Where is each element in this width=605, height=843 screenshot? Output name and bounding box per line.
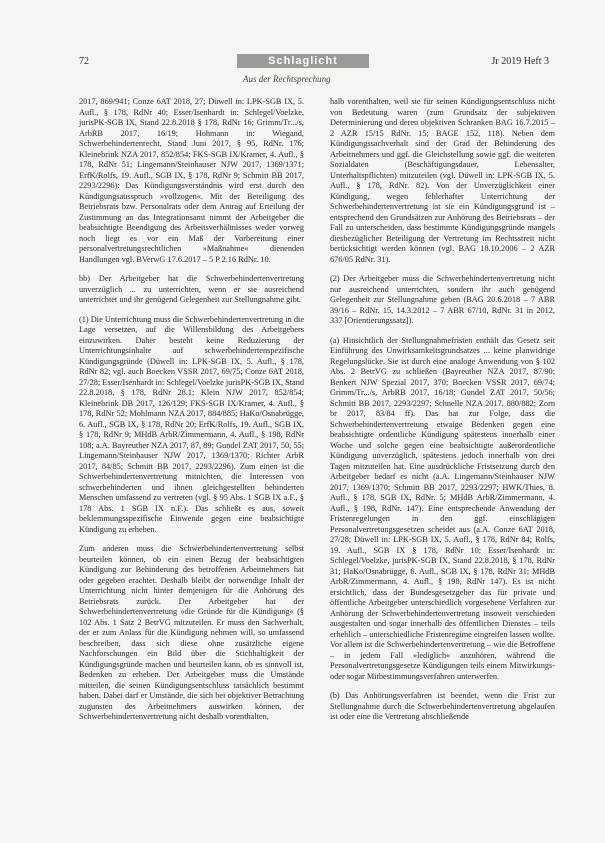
page-number: 72	[79, 56, 89, 67]
section-subtitle: Aus der Rechtsprechung	[243, 74, 331, 84]
right-column	[330, 97, 555, 732]
paragraph: (b) Das Anhörungsverfahren ist beendet, wenn die Frist zur Stellungnahme durch die Schwerbehindertenvertretung abgelaufen ist oder eine die Vertretung abschließende	[330, 691, 555, 721]
page-header	[79, 56, 549, 72]
issue-label: Jr 2019 Heft 3	[491, 56, 549, 67]
paragraph: (2) Der Arbeitgeber muss die Schwerbehindertenvertretung nicht nur ausreichend unterrichten, sondern ihr auch genügend Gelegenheit zur Stellungnahme geben (BAG 20.6.2018 – 7 ABR 39/16 – RdNr. 15, 14.3.2012 – 7 ABR 67/10, RdNr. 31 in 2012, 337 [Orientierungssatz]).	[330, 274, 555, 325]
paragraph: bb) Der Arbeitgeber hat die Schwerbehindertenvertretung unverzüglich ... zu unterrichten, wenn er sie ausreichend unterrichtet und ihr genügend Gelegenheit zur Stellungnahme gibt.	[79, 274, 304, 304]
journal-banner: Schlaglicht	[237, 54, 369, 68]
paragraph: 2017, 869/941; Conze 6AT 2018, 27; Düwell in: LPK-SGB IX, 5. Aufl., § 178, RdNr 40; Esser/Isenhardt in: Schlegel/Voelzke, jurisPK-SGB IX, Stand 22.8.2018 § 178, RdNr 16; Grimm/Tr.../s, ArbRB 2017, 16/19; Hohmann in: Wiegand, Schwerbehindertenrecht, Stand Juni 2017, § 95, RdNr. 176; Kleinebrink NZA 2017, 852/854; FKS-SGB IX/Kramer, 4. Aufl., § 178, RdNr 51; Lingemann/Steinhauser NJW 2017, 1369/1371; ErfK/Rolfs, 19. Aufl., SGB IX, § 178, RdNr 9; Schmitt BB 2017, 2293/2296): Das Kündigungsverständnis wird erst durch den Kündigungsausspruch »vollzogen«. Mit der Beteiligung des Betriebsrats bzw. Personalrats oder dem Antrag auf Erteilung der Zustimmung an das Integrationsamt nimmt der Arbeitgeber die beabsichtigte Beendigung des Arbeitsverhältnisses weder vorweg noch liegt es vor ein Maß der Vorbereitung einer personalvertretungsrechtlichen »Maßnahme« dienenden Handlungen vgl. BVerwG 17.6.2017 – 5 P 2.16 RdNr. 10.	[79, 97, 304, 264]
paragraph: (1) Die Unterrichtung muss die Schwerbehindertenvertretung in die Lage versetzen, auf die Willensbildung des Arbeitgebers einzuwirken. Daher besteht keine Reduzierung der Unterrichtungsinhalte auf schwerbehindertenspezifische Kündigungsgründe (Düwell in: LPK-SGB IX, 5. Aufl., § 178, RdNr 82; vgl. auch Boecken VSSR 2017, 69/75; Conze 6AT 2018, 27/28; Esser/Isenhardt in: Schlegel/Voelzke jurisPK-SGB IX, Stand 22.8.2018, § 178, RdNr 28.1; Klein NJW 2017, 852/854; Kleinebrink DB 2017, 126/129; FKS-SGB IX/Kramer, 4. Aufl., § 178, RdNr 52; Mohlmann NZA 2017, 884/885; HaKo/Osnabrügge, 6. Aufl., SGB IX, § 178, RdNr 20; ErfK/Rolfs, 19. Aufl., SGB IX, § 178, RdNr 9; MHdB ArbR/Zimmermann, 4. Aufl., § 198, RdNr 108; a.A. Bayreuther NZA 2017, 87, 89; Gundel ZAT 2017, 50, 55; Lingemann/Steinhauser NJW 2017, 1369/1370; Richter ArbR 2017, 84/85; Schmitt BB 2017, 2293/2296). Zum einen ist die Schwerbehindertenvertretung mitnichten, die Interessen von schwerbehinderten und ihnen gleichgestellten behinderten Menschen umfassend zu vertreten (vgl. § 95 Abs. 1 SGB IX a.F., § 178 Abs. 1 SGB IX n.F.). Das schließt es aus, soweit beklemmungsspezifische Einwende gegen eine beabsichtigte Kündigung zu erheben.	[79, 314, 304, 534]
paragraph: halb vorenthalten, weil sie für seinen Kündigungsentschluss nicht von Bedeutung waren (zum Grundsatz der subjektiven Determinierung und deren objektiven Schranken BAG 16.7.2015 – 2 AZR 15/15 RdNr. 15; BAGE 152, 118). Neben dem Kündigungssachverhalt sind der Grad der Behinderung des Arbeitnehmers und ggf. die Gleichstellung sowie ggf. die weiteren Sozialdaten (Beschäftigungsdauer, Lebensalter, Unterhaltspflichten) mitzuteilen (vgl. Düwell in: LPK-SGB IX, 5. Aufl., § 178, RdNr. 82). Von der Unverzüglichkeit einer Kündigung, wegen fehlerhafter Unterrichtung der Schwerbehindertenvertretung ist sie ein Kündigungsgrund ist – entsprechend den Grundsätzen zur Anhörung des Betriebsrats – der Fall zu unterscheiden, dass bestimmte Kündigungsgründe mangels diesbezüglicher Beteiligung der Vertretung im Rechtsstreit nicht berücksichtigt werden können (vgl. BAG 18.10.2006 – 2 AZR 676/05 RdNr. 31).	[330, 97, 555, 264]
paragraph: Zum anderen muss die Schwerbehindertenvertretung selbst beurteilen können, ob ein einen Bezug der beabsichtigten Kündigung zur Behinderung des betroffenen Arbeitnehmers hat oder gegeben erachtet. Deshalb bleibt der notwendige Inhalt der Unterrichtung nicht hinter demjenigen für die Anhörung des Betriebsrats zurück. Der Arbeitgeber hat der Schwerbehindertenvertretung »die Gründe für die Kündigung« (§ 102 Abs. 1 Satz 2 BetrVG mitzuteilen. Er muss den Sachverhalt, der er zum Anlass für die Kündigung nehmen will, so umfassend beschreiben, dass sich diese ohne zusätzliche eigene Nachforschungen ein Bild über die Stichhaltigkeit der Kündigungsgründe machen und beurteilen kann, ob es sinnvoll ist, Bedenken zu erheben. Der Arbeitgeber muss die Umstände mitteilen, die seinen Kündigungsentschluss tatsächlich bestimmt haben. Dabei darf er Umstände, die sich bei objektiver Betrachtung zugunsten des Arbeitnehmers auswirken können, der Schwerbehindertenvertretung nicht deshalb vorenthalten,	[79, 544, 304, 721]
left-column	[79, 97, 304, 732]
paragraph: (a) Hinsichtlich der Stellungnahmefristen enthält das Gesetz seit Einführung des Unwirksamkeitsgrundsatzes ... keine planwidrige Regelungslücke. Sie ist durch eine analoge Anwendung von § 102 Abs. 2 BetrVG zu schließen (Bayreuther NZA 2017, 87/90; Benkert NJW Spezial 2017, 370; Boecken VSSR 2017, 69/74; Grimm/Tr.../s, ArbRB 2017, 16/18; Gundel ZAT 2017, 50/56; Schmitt BB 2017, 2293/2297; Schnelle NZA 2017, 880/882; Zorn br 2017, 83/84 ff). Das hat zur Folge, dass die Schwerbehindertenvertretung etwaige Bedenken gegen eine beabsichtigte ordentliche Kündigung spätestens innerhalb einer Woche und solche gegen eine beabsichtigte außerordentliche Kündigung unverzüglich, spätestens jedoch innerhalb von drei Tagen mitzuteilen hat. Eine ausdrückliche Fristsetzung durch den Arbeitgeber bedarf es nicht (a.A. Lingemann/Steinhauser NJW 2017, 1369/1370; Schmitt BB 2017, 2293/2297; HWK/Thies, 8. Aufl., § 178, SGB IX, RdNr. 5; MHdB ArbR/Zimmermann, 4. Aufl., § 198, RdNr. 147). Eine entsprechende Anwendung der Fristenregelungen in den ggf. einschlägigen Personalvertretungsgesetzen scheidet aus (a.A. Conze 6AT 2018, 27/28; Düwell in: LPK-SGB IX, 5. Aufl., § 178, RdNr 84; Rolfs, 19. Aufl., SGB IX § 178, RdNr 10; Esser/Isenhardt in: Schlegel/Voelzke, jurisPK-SGB IX, Stand 22.8.2018, § 178, RdNr 31; HaKo/Osnabrügge, 6. Aufl., SGB IX, § 178, RdNr 31; MHdB ArbR/Zimmermann, 4. Aufl., § 198, RdNr 147). Es ist nicht ersichtlich, dass der Bundesgesetzgeber das für private und öffentliche Arbeitgeber unterschiedlich vorgesehene Verfahren zur Anhörung der Schwerbehindertenvertretung insoweit verschieden ausgestalten und sogar innerhalb des öffentlichen Dienstes – teils erheblich – unterschiedliche Fristenregime eingreifen lassen wollte. Vor allem ist die Schwerbehindertenvertretung – wie die Betroffene – in jedem Fall »lediglich« anzuhören, während die Personalvertretungsgesetze Kündigungen teils einem Mitwirkungs- oder sogar Mitbestimmungsverfahren unterwerfen.	[330, 335, 555, 681]
